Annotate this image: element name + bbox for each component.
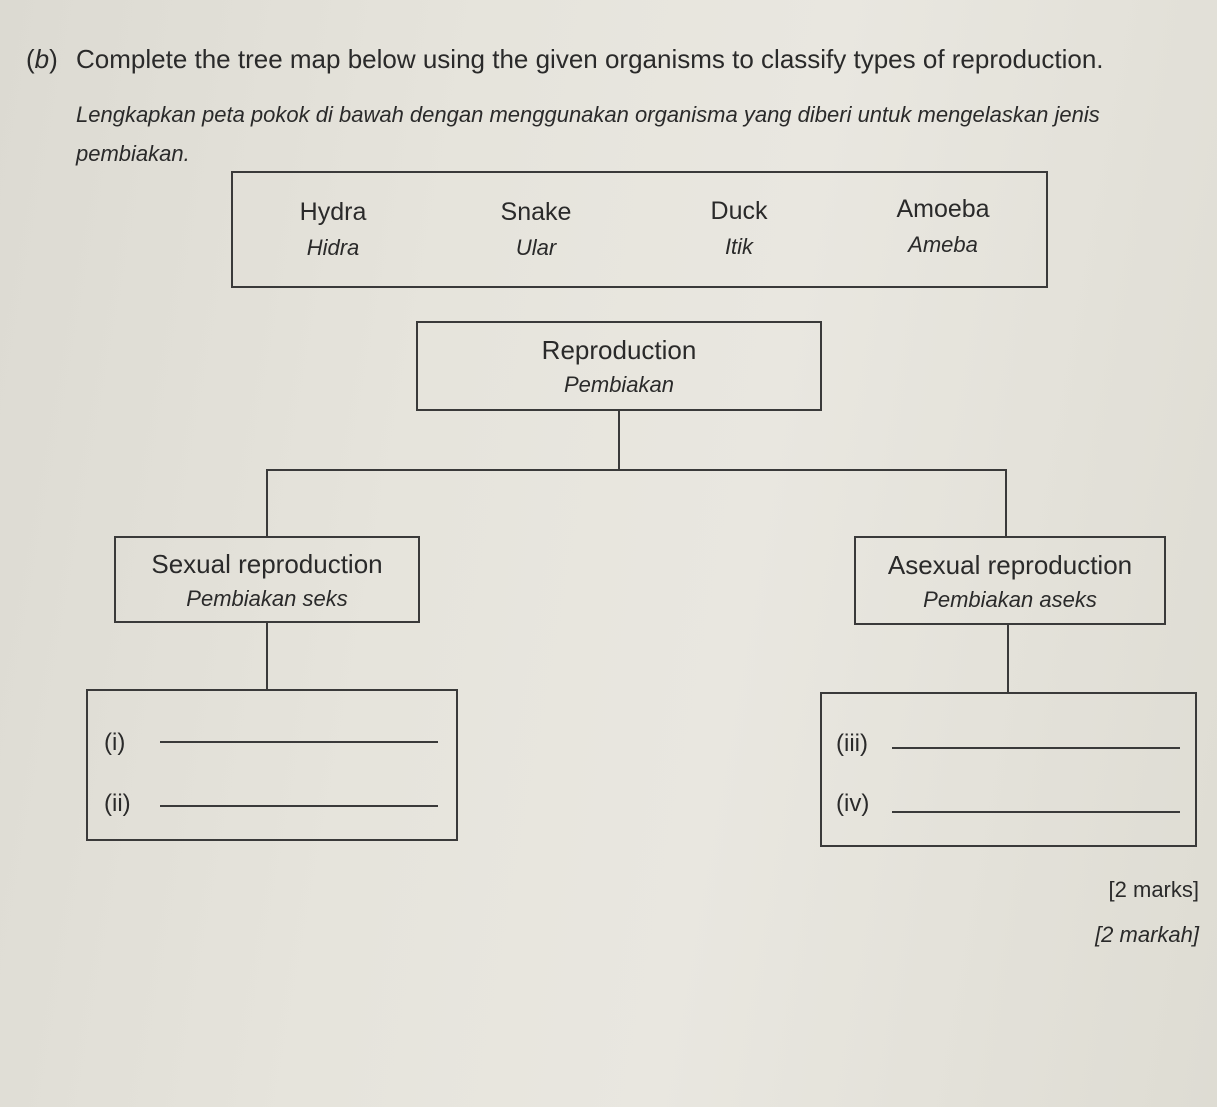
question-label: (b) xyxy=(26,44,58,74)
tree-root-node xyxy=(416,321,822,411)
node-title-en: Reproduction xyxy=(541,335,697,365)
answer-blank-iii[interactable] xyxy=(892,747,1180,749)
organism-duck xyxy=(649,197,829,260)
sexual-answer-box xyxy=(86,689,458,841)
organism-hydra xyxy=(243,198,423,261)
node-title-en: Sexual reproduction xyxy=(151,549,383,579)
organism-name-ms: Hidra xyxy=(306,235,360,260)
organism-name-ms: Ular xyxy=(515,235,557,260)
connector-right-down xyxy=(1005,469,1007,537)
question-letter: b xyxy=(34,44,50,74)
connector-branch xyxy=(266,469,1007,471)
sexual-reproduction-node xyxy=(114,536,420,623)
answer-label-iv: (iv) xyxy=(836,790,870,817)
organisms-box xyxy=(231,171,1048,288)
answer-label-iii: (iii) xyxy=(836,730,868,757)
asexual-reproduction-node xyxy=(854,536,1166,625)
answer-label-ii: (ii) xyxy=(104,790,131,817)
node-title-ms: Pembiakan aseks xyxy=(923,587,1097,612)
answer-blank-ii[interactable] xyxy=(160,805,438,807)
answer-blank-iv[interactable] xyxy=(892,811,1180,813)
organism-name-ms: Ameba xyxy=(908,232,978,257)
answer-label-i: (i) xyxy=(104,729,126,756)
marks-english: [2 marks] xyxy=(1108,877,1199,902)
connector-right-answers xyxy=(1007,625,1009,693)
organism-amoeba xyxy=(853,195,1033,258)
organism-name-ms: Itik xyxy=(724,234,754,259)
connector-left-down xyxy=(266,469,268,537)
marks-malay: [2 markah] xyxy=(1095,922,1199,947)
node-title-en: Asexual reproduction xyxy=(887,550,1133,580)
node-title-ms: Pembiakan seks xyxy=(186,586,348,611)
organism-name-en: Amoeba xyxy=(896,195,990,223)
connector-root-down xyxy=(618,411,620,470)
node-title-ms: Pembiakan xyxy=(563,372,675,397)
organism-name-en: Hydra xyxy=(299,198,367,226)
organism-name-en: Snake xyxy=(500,198,572,226)
asexual-answer-box xyxy=(820,692,1197,847)
answer-blank-i[interactable] xyxy=(160,741,438,743)
connector-left-answers xyxy=(266,623,268,690)
question-text-english: Complete the tree map below using the given organisms to classify types of reproduction. xyxy=(76,44,1104,74)
question-text-malay: Lengkapkan peta pokok di bawah dengan menggunakan organisma yang diberi untuk mengelaskan jenis pembiakan. xyxy=(76,102,1100,166)
organism-name-en: Duck xyxy=(710,197,768,225)
organism-snake xyxy=(446,198,626,261)
